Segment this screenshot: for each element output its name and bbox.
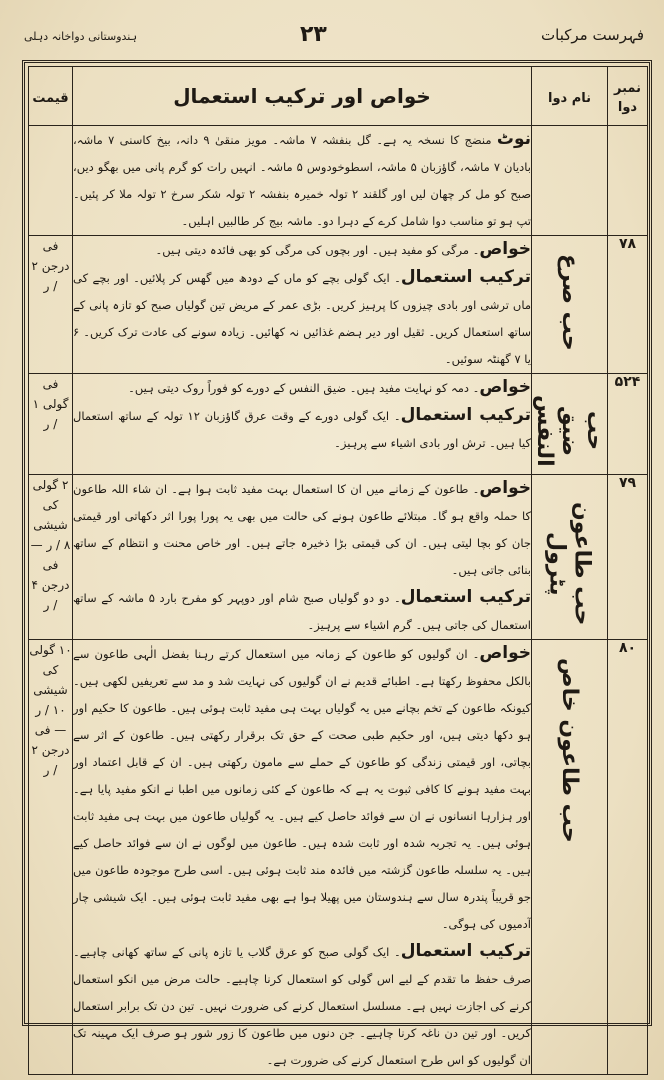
khawas-label: خواص: [479, 377, 531, 397]
header-section-title: فہرست مرکبات: [541, 26, 644, 44]
header-medicine-number: نمبر دوا: [608, 67, 648, 126]
khawas-text: ۔ مرگی کو مفید ہیں۔ اور بچوں کی مرگی کو بھی فائدہ دیتی ہیں۔: [155, 243, 480, 257]
tarkeeb-text: ۔ دو دو گولیاں صبح شام اور دوپہر کو مفرح بارد ۵ ماشہ کے ساتھ استعمال کی جاتی ہیں۔ گرم اشیاء سے پرہیز۔: [73, 591, 531, 632]
note-no-cell: [608, 126, 648, 236]
khawas-text: ۔ دمہ کو نہایت مفید ہیں۔ ضیق النفس کے دورے کو فوراً روک دیتی ہیں۔: [128, 381, 480, 395]
note-name-cell: [532, 126, 608, 236]
note-price-cell: [29, 126, 73, 236]
header-publisher: ہندوستانی دواخانہ دہلی: [24, 30, 138, 43]
tarkeeb-label: ترکیب استعمال: [400, 405, 531, 425]
description-cell: [73, 640, 532, 1075]
header-properties-usage: خواص اور ترکیب استعمال: [73, 67, 532, 126]
note-row: [29, 126, 648, 236]
note-label: نوٹ: [496, 129, 532, 149]
khawas-text: ۔ طاعون کے زمانے میں ان کا استعمال بہت مفید ثابت ہوا ہے۔ ان شاء اللہ طاعون کا حملہ واقع ہو گا۔ مبتلائے طاعون ہونے کی حالت میں بھی یہ پورا پورا اثر دکھاتی اور قیمتی جان کو بچا لیتی ہیں۔ ان کی قیمتی بڑا ذخیرہ جاتے ہیں۔ اور خاص محنت و انتظام کے ساتھ بنائی جاتی ہیں۔: [73, 482, 531, 577]
medicine-name-cell: [532, 236, 608, 374]
tarkeeb-label: ترکیب استعمال: [400, 587, 531, 607]
medicine-number: ۵۲۴: [608, 374, 648, 475]
table-row: [29, 475, 648, 640]
medicine-name: حب صرع: [557, 254, 582, 351]
tarkeeb-text: ۔ ایک گولی دورے کے وقت عرق گاؤزبان ۱۲ تولہ کے ساتھ استعمال کیا ہیں۔ ترش اور بادی اشیاء سے پرہیز۔: [73, 409, 531, 450]
note-text: منضج کا نسخہ یہ ہے۔ گل بنفشہ ۷ ماشہ۔ مویز منقیٰ ۹ دانہ، بیخ کاسنی ۷ ماشہ، بادیان ۷ ماشہ، گاؤزبان ۵ ماشہ، اسطوخودوس ۵ ماشہ۔ انہیں رات کو گرم پانی میں بھگو دیں، صبح کو مل کر چھان لیں اور گلقند ۲ تولہ خمیرہ بنفشہ ۲ تولہ شکر سرخ ۲ تولہ ملا کر پئیں۔ تپ ہو تو مناسب دوا شامل کرے کے دہرا دو۔ ماشہ بیج کر طالبیں اہلیں۔: [73, 133, 532, 228]
page-number: ۲۳: [300, 22, 327, 47]
price: فی گولی ۱ / ر: [29, 374, 73, 475]
medicine-name-cell: [532, 640, 608, 1075]
note-text-cell: [73, 126, 532, 236]
medicine-table: [28, 66, 648, 1075]
medicine-name: حب طاعون پٹرول: [544, 502, 595, 626]
header-price: قیمت: [29, 67, 73, 126]
price: ۱۰ گولی کی شیشی ۱۰ / ر — فی درجن ۲ / ر: [29, 640, 73, 1075]
medicine-name: حب طاعون خاص: [557, 658, 582, 843]
table-row: [29, 236, 648, 374]
medicine-number: ۷۹: [608, 475, 648, 640]
khawas-text: ۔ ان گولیوں کو طاعون کے زمانہ میں استعمال کرتے رہنا بفضل الٰہی طاعون سے بالکل محفوظ رکھتا ہے۔ اطبائے قدیم نے ان گولیوں کی نہایت شد و مد سے تعریفیں لکھی ہیں۔ کیونکہ طاعون کے تخم بچانے میں یہ گولیاں بہت ہی مفید ثابت ہوئی ہیں۔ طاعون کا حکیم اور ہو دکھا دیتی ہیں، اور حکیم طبی صحت کے حق تک برقرار رکھتی ہیں۔ طاعون کے اثر سے بچاتی، اور قیمتی زندگی کو طاعون کے حملے سے مامون رکھتی ہیں۔ ان کے قابل اعتماد اور بہت مفید ہونے کا کافی ثبوت یہ ہے کہ طاعون کے کئی زمانوں میں اطبا نے انکو مفید پایا ہے۔ اور ہزارہا انسانوں نے ان سے فوائد حاصل کیے ہیں۔ یہ گولیاں طاعون میں بہت ہی مفید ثابت ہوئی ہیں۔ یہ تجربہ شدہ اور ثابت شدہ ہیں۔ طاعون میں لوگوں نے ان سے فوائد حاصل کیے ہیں۔ یہ سلسلہ طاعون گزشتہ میں فائدہ مند ثابت ہوئی ہیں۔ اسی طرح موجودہ طاعون میں جو قریباً پندرہ سال سے ہندوستان میں پھیلا ہوا ہے بھی مفید ثابت ہوئی ہیں۔ ایک شیشی چار آدمیوں کی ہوگی۔: [73, 647, 531, 931]
tarkeeb-label: ترکیب استعمال: [400, 267, 531, 287]
medicine-name: حب ضیق النفس: [532, 395, 607, 467]
khawas-label: خواص: [479, 478, 531, 498]
tarkeeb-text: ۔ ایک گولی صبح کو عرق گلاب یا تازہ پانی کے ساتھ کھانی چاہیے۔ صرف حفظ ما تقدم کے لیے اس گولی کو استعمال کرنا چاہیے۔ حالت مرض میں انکو استعمال کرنے کی اجازت نہیں ہے۔ مسلسل استعمال کرنے کی ضرورت نہیں۔ تین دن تک برابر استعمال کریں۔ اور تین دن ناغہ کرنا چاہیے۔ جن دنوں میں طاعون کا زور شور ہو صرف ایک مہینہ تک ان گولیوں کو اس طرح استعمال کرنے کی ضرورت ہے۔: [73, 945, 531, 1067]
medicine-name-cell: [532, 475, 608, 640]
description-cell: [73, 374, 532, 475]
table-row: [29, 374, 648, 475]
page-header: [0, 22, 664, 58]
medicine-name-cell: [532, 374, 608, 475]
header-medicine-name: نام دوا: [532, 67, 608, 126]
tarkeeb-label: ترکیب استعمال: [400, 941, 531, 961]
description-cell: [73, 475, 532, 640]
medicine-number: ۸۰: [608, 640, 648, 1075]
tarkeeb-text: ۔ ایک گولی بچے کو ماں کے دودھ میں گھس کر پلائیں۔ اور بچے کی ماں ترشی اور بادی چیزوں کا پرہیز کریں۔ بڑی عمر کے مریض تین گولیاں صبح کو تازہ پانی کے ساتھ استعمال کریں۔ ثقیل اور دیر ہضم غذائیں نہ کھائیں۔ زیادہ سونے کی عادت ترک کریں۔ ۶ یا ۷ گھنٹہ سوئیں۔: [73, 271, 531, 366]
price: فی درجن ۲ / ر: [29, 236, 73, 374]
khawas-label: خواص: [479, 643, 531, 663]
medicine-number: ۷۸: [608, 236, 648, 374]
price: ۲ گولی کی شیشی ۸ / ر — فی درجن ۴ / ر: [29, 475, 73, 640]
table-header-row: [29, 67, 648, 126]
khawas-label: خواص: [479, 239, 531, 259]
description-cell: [73, 236, 532, 374]
table-row: [29, 640, 648, 1075]
